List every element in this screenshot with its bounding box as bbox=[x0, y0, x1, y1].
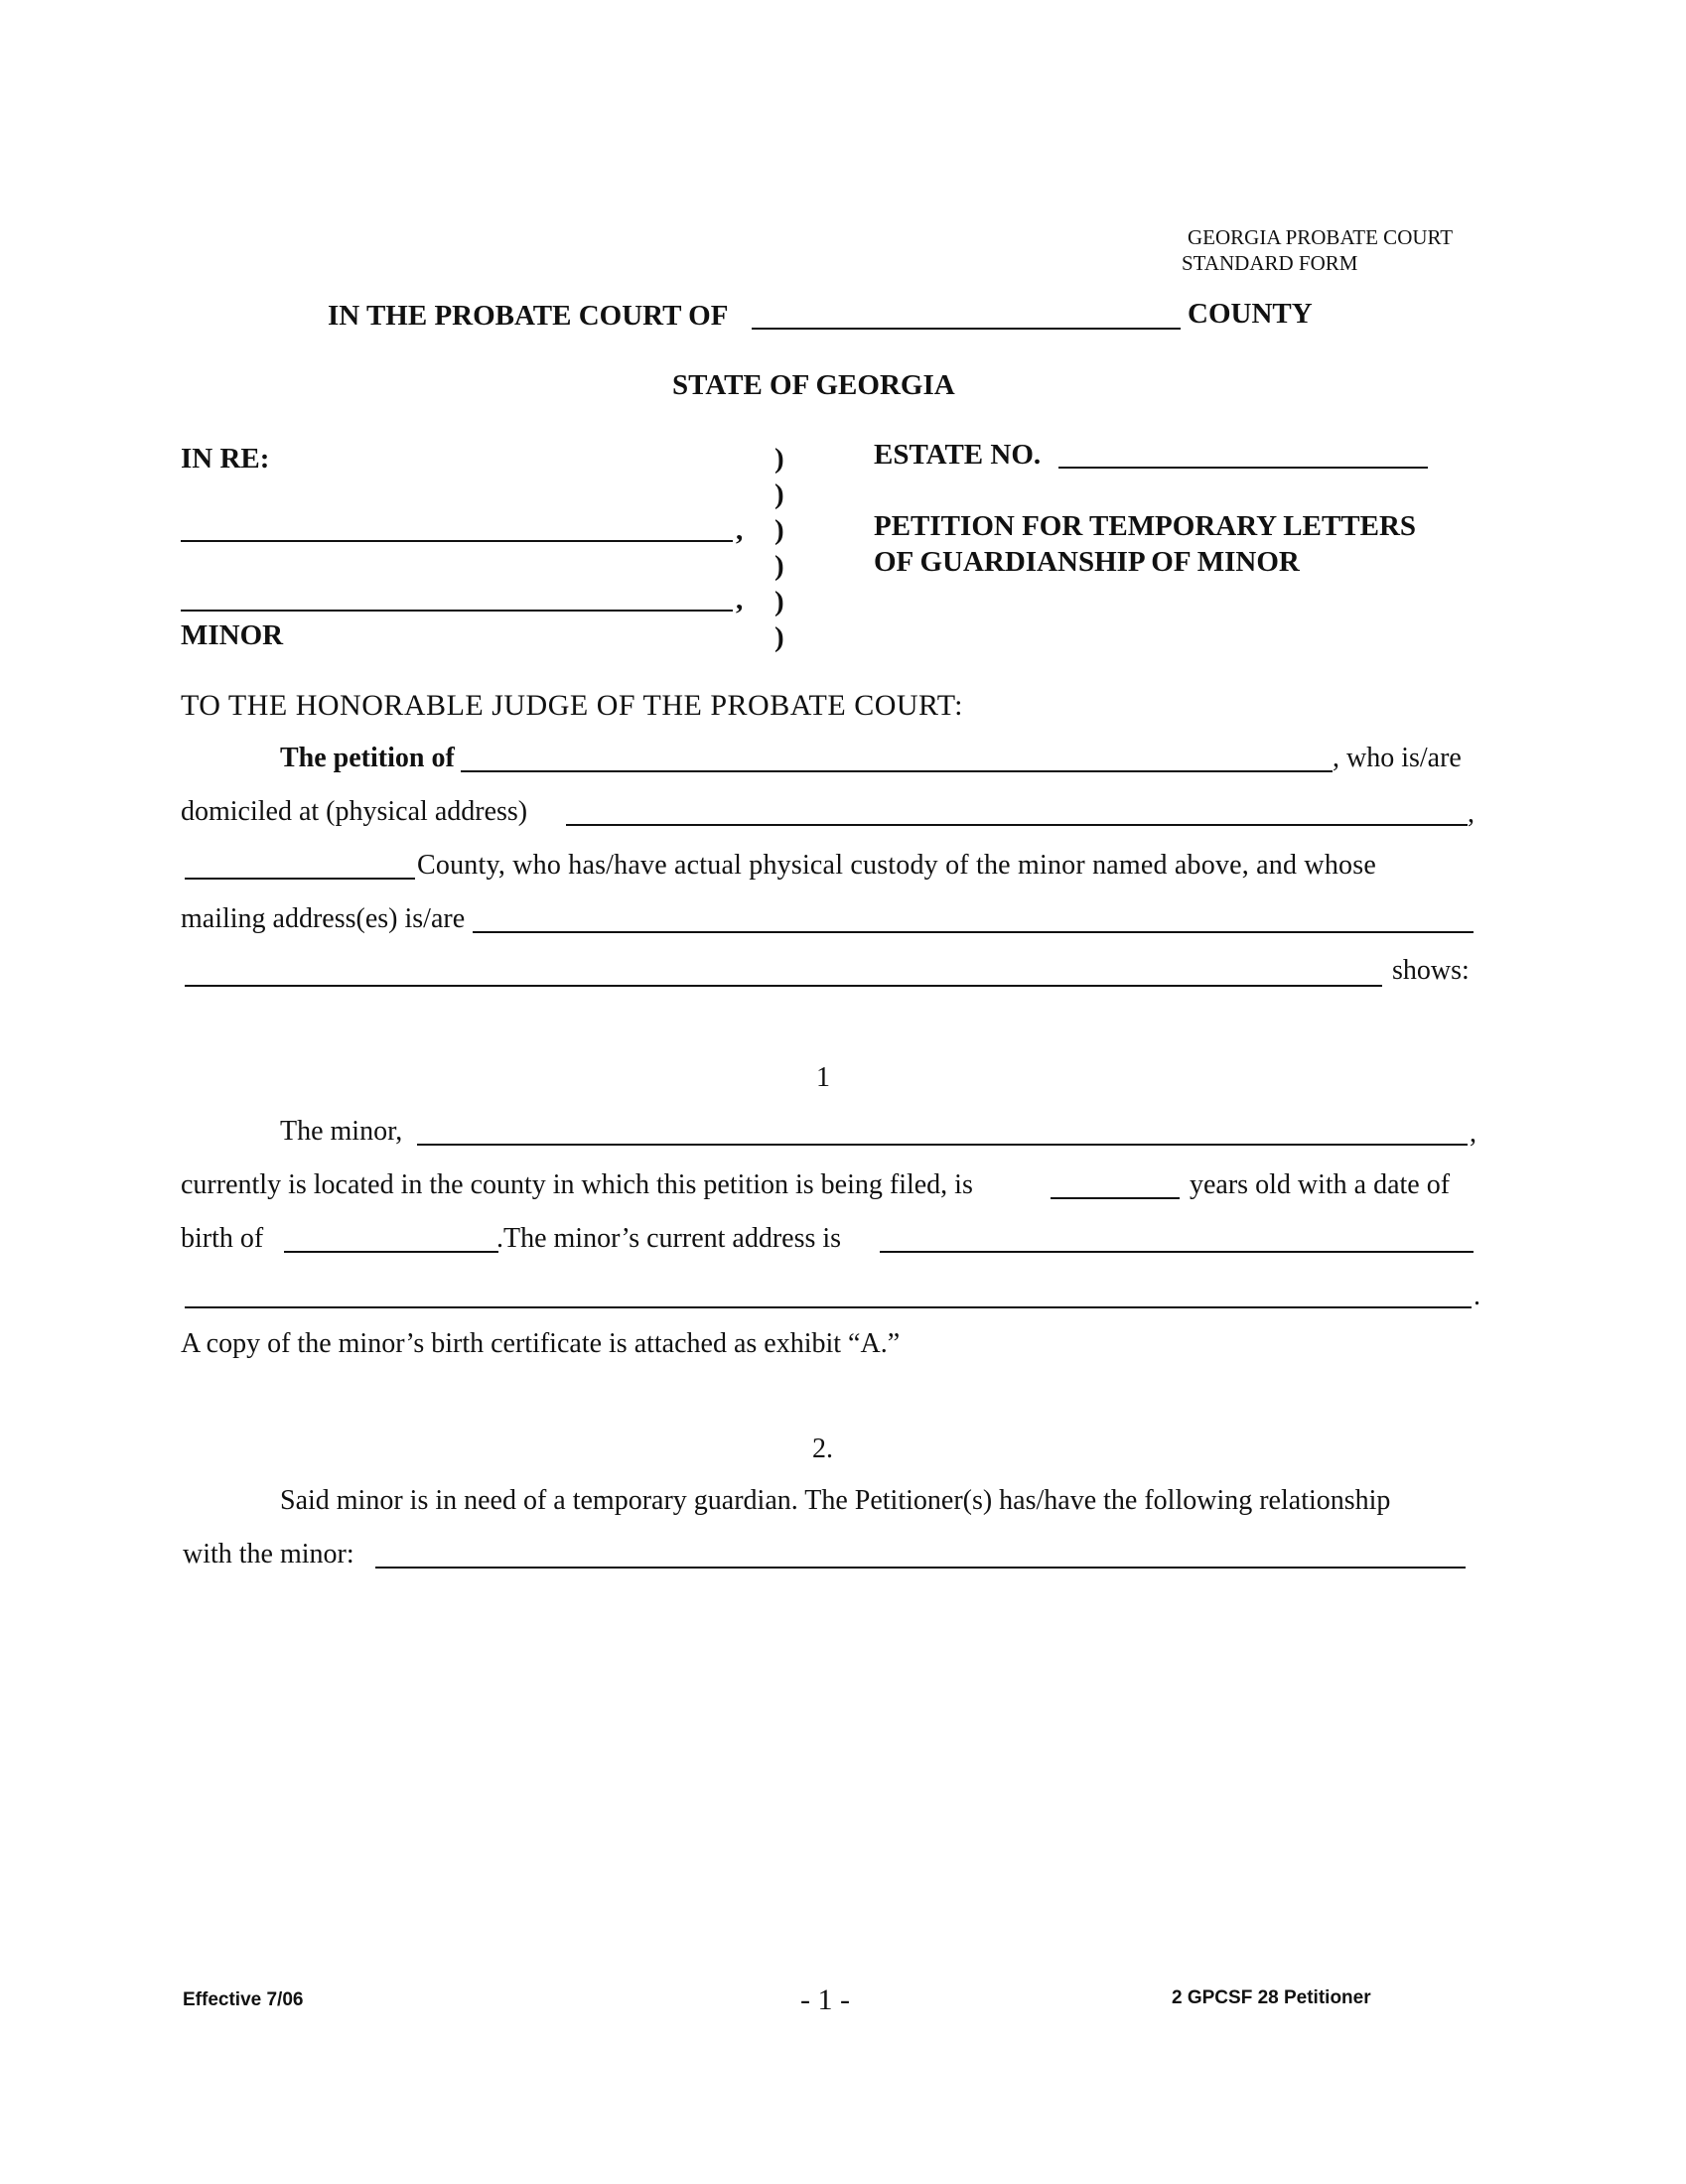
birth-of-label: birth of bbox=[181, 1223, 264, 1254]
name-comma-1: , bbox=[736, 514, 744, 546]
address-comma: , bbox=[1468, 798, 1475, 829]
page-number: - 1 - bbox=[800, 1983, 850, 2016]
caption-paren: ) bbox=[774, 550, 784, 582]
caption-paren: ) bbox=[774, 443, 784, 475]
county-field[interactable] bbox=[185, 878, 415, 880]
name-comma-2: , bbox=[736, 584, 744, 615]
mailing-address-field-1[interactable] bbox=[473, 931, 1474, 933]
mailing-address-label: mailing address(es) is/are bbox=[181, 903, 466, 934]
date-of-birth-field[interactable] bbox=[284, 1251, 498, 1253]
relationship-field[interactable] bbox=[375, 1567, 1466, 1569]
petition-title-line1: PETITION FOR TEMPORARY LETTERS bbox=[874, 510, 1417, 542]
section-1-number: 1 bbox=[816, 1062, 830, 1093]
domiciled-label: domiciled at (physical address) bbox=[181, 796, 528, 827]
physical-address-field[interactable] bbox=[566, 824, 1468, 826]
minor-name-comma: , bbox=[1470, 1118, 1476, 1149]
petition-title-line2: OF GUARDIANSHIP OF MINOR bbox=[874, 546, 1300, 578]
petitioner-name-field[interactable] bbox=[461, 770, 1333, 772]
caption-paren: ) bbox=[774, 586, 784, 617]
years-old-text: years old with a date of bbox=[1190, 1169, 1451, 1200]
age-field[interactable] bbox=[1051, 1197, 1180, 1199]
need-guardian-text: Said minor is in need of a temporary guardian. The Petitioner(s) has/have the following relationship bbox=[280, 1485, 1391, 1516]
current-address-label: .The minor’s current address is bbox=[496, 1223, 842, 1254]
shows-label: shows: bbox=[1392, 955, 1470, 986]
in-re-label: IN RE: bbox=[181, 443, 270, 475]
with-minor-label: with the minor: bbox=[183, 1539, 354, 1570]
court-prefix: IN THE PROBATE COURT OF bbox=[328, 300, 729, 332]
minor-name-field-2[interactable] bbox=[181, 610, 733, 612]
minor-name-field[interactable] bbox=[417, 1144, 1468, 1146]
minor-name-field-1[interactable] bbox=[181, 540, 733, 542]
located-text: currently is located in the county in which this petition is being filed, is bbox=[181, 1169, 973, 1200]
county-name-field[interactable] bbox=[752, 328, 1181, 330]
caption-paren: ) bbox=[774, 621, 784, 653]
current-address-field-1[interactable] bbox=[880, 1251, 1474, 1253]
court-suffix: COUNTY bbox=[1188, 298, 1313, 330]
minor-label: MINOR bbox=[181, 619, 284, 651]
form-id: 2 GPCSF 28 Petitioner bbox=[1172, 1987, 1371, 2008]
estate-no-field[interactable] bbox=[1058, 467, 1428, 469]
current-address-field-2[interactable] bbox=[185, 1306, 1472, 1308]
who-is-are: , who is/are bbox=[1333, 743, 1462, 773]
mailing-address-field-2[interactable] bbox=[185, 985, 1382, 987]
the-minor-label: The minor, bbox=[280, 1116, 403, 1147]
petition-of-label: The petition of bbox=[280, 743, 455, 773]
estate-no-label: ESTATE NO. bbox=[874, 439, 1042, 471]
agency-name: GEORGIA PROBATE COURT bbox=[1188, 225, 1454, 249]
county-custody-text: County, who has/have actual physical custody of the minor named above, and whose bbox=[417, 850, 1376, 881]
address-period: . bbox=[1474, 1281, 1480, 1311]
caption-paren: ) bbox=[774, 478, 784, 510]
form-type: STANDARD FORM bbox=[1182, 251, 1358, 275]
effective-date: Effective 7/06 bbox=[183, 1989, 304, 2010]
caption-paren: ) bbox=[774, 514, 784, 546]
birth-certificate-text: A copy of the minor’s birth certificate is attached as exhibit “A.” bbox=[181, 1328, 901, 1359]
salutation: TO THE HONORABLE JUDGE OF THE PROBATE COURT: bbox=[181, 689, 963, 722]
section-2-number: 2. bbox=[812, 1433, 833, 1464]
state-title: STATE OF GEORGIA bbox=[672, 369, 955, 401]
